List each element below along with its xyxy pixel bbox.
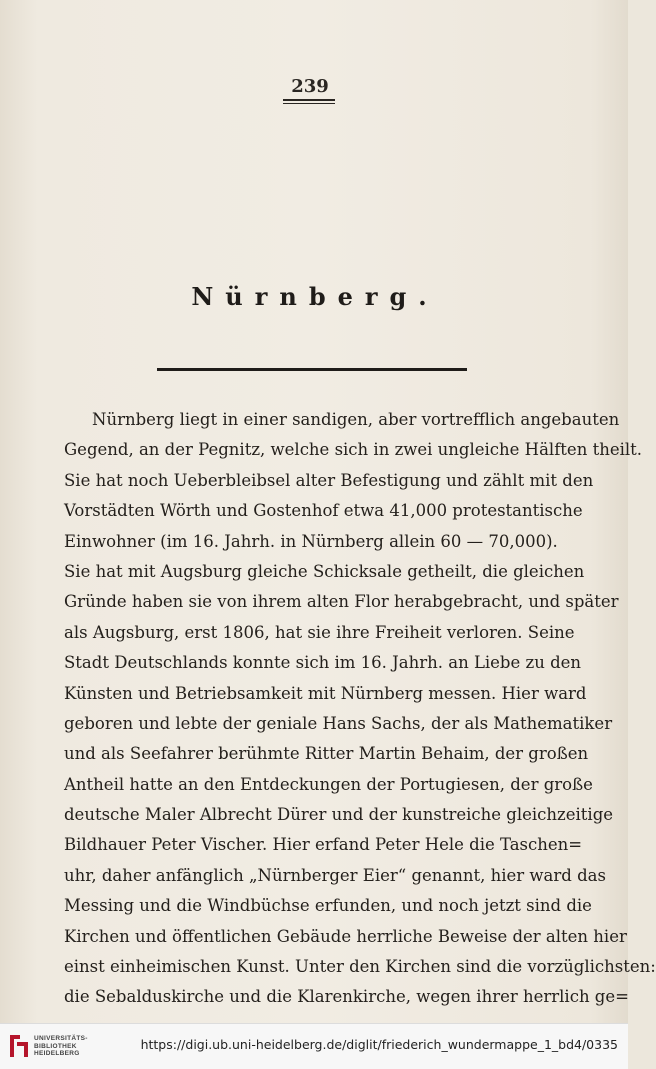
text-line: uhr, daher anfänglich „Nürnberger Eier“ genannt, hier ward das bbox=[64, 865, 606, 885]
text-line: und als Seefahrer berühmte Ritter Martin Behaim, der großen bbox=[64, 744, 589, 764]
text-line: Nürnberg liegt in einer sandigen, aber vortrefflich angebauten bbox=[92, 410, 620, 429]
text-line: Künsten und Betriebsamkeit mit Nürnberg messen. Hier ward bbox=[64, 683, 587, 703]
text-line: Stadt Deutschlands konnte sich im 16. Jahrh. an Liebe zu den bbox=[64, 653, 582, 673]
text-line: Antheil hatte an den Entdeckungen der Portugiesen, der große bbox=[64, 774, 593, 794]
text-line: Gegend, an der Pegnitz, welche sich in zwei ungleiche Hälften theilt. bbox=[64, 440, 643, 460]
text-line: Kirchen und öffentlichen Gebäude herrliche Beweise der alten hier bbox=[64, 926, 627, 946]
footer-bar bbox=[0, 1023, 628, 1069]
text-line: Vorstädten Wörth und Gostenhof etwa 41,000 protestantische bbox=[64, 501, 583, 521]
title-rule bbox=[157, 368, 467, 371]
body-text bbox=[64, 405, 656, 1013]
text-line: geboren und lebte der geniale Hans Sachs, der als Mathematiker bbox=[64, 713, 613, 733]
text-line: Gründe haben sie von ihrem alten Flor herabgebracht, und später bbox=[64, 592, 619, 612]
chapter-title: Nürnberg. bbox=[191, 282, 439, 311]
page-number-rule-thin bbox=[283, 103, 335, 104]
permalink-url[interactable]: https://digi.ub.uni-heidelberg.de/diglit/friederich_wundermappe_1_bd4/0335 bbox=[140, 1037, 618, 1052]
text-line: Bildhauer Peter Vischer. Hier erfand Peter Hele die Taschen= bbox=[64, 835, 583, 855]
text-line: einst einheimischen Kunst. Unter den Kirchen sind die vorzüglichsten: bbox=[64, 957, 656, 977]
text-line: Sie hat mit Augsburg gleiche Schicksale getheilt, die gleichen bbox=[64, 561, 585, 581]
logo-line: BIBLIOTHEK bbox=[34, 1042, 77, 1050]
university-logo-icon[interactable] bbox=[8, 1031, 30, 1061]
text-line: Messing und die Windbüchse erfunden, und noch jetzt sind die bbox=[64, 896, 592, 916]
text-line: Sie hat noch Ueberbleibsel alter Befestigung und zählt mit den bbox=[64, 470, 594, 490]
university-logo-text bbox=[34, 1035, 88, 1058]
logo-line: UNIVERSITÄTS- bbox=[34, 1035, 88, 1042]
text-line: deutsche Maler Albrecht Dürer und der kunstreiche gleichzeitige bbox=[64, 805, 614, 825]
logo-line: HEIDELBERG bbox=[34, 1050, 80, 1057]
text-line: die Sebalduskirche und die Klarenkirche, wegen ihrer herrlich ge= bbox=[64, 987, 629, 1007]
page-number: 239 bbox=[291, 76, 329, 97]
page-number-rule bbox=[283, 99, 335, 101]
text-line: Einwohner (im 16. Jahrh. in Nürnberg allein 60 — 70,000). bbox=[64, 531, 558, 551]
text-line: als Augsburg, erst 1806, hat sie ihre Freiheit verloren. Seine bbox=[64, 622, 575, 642]
